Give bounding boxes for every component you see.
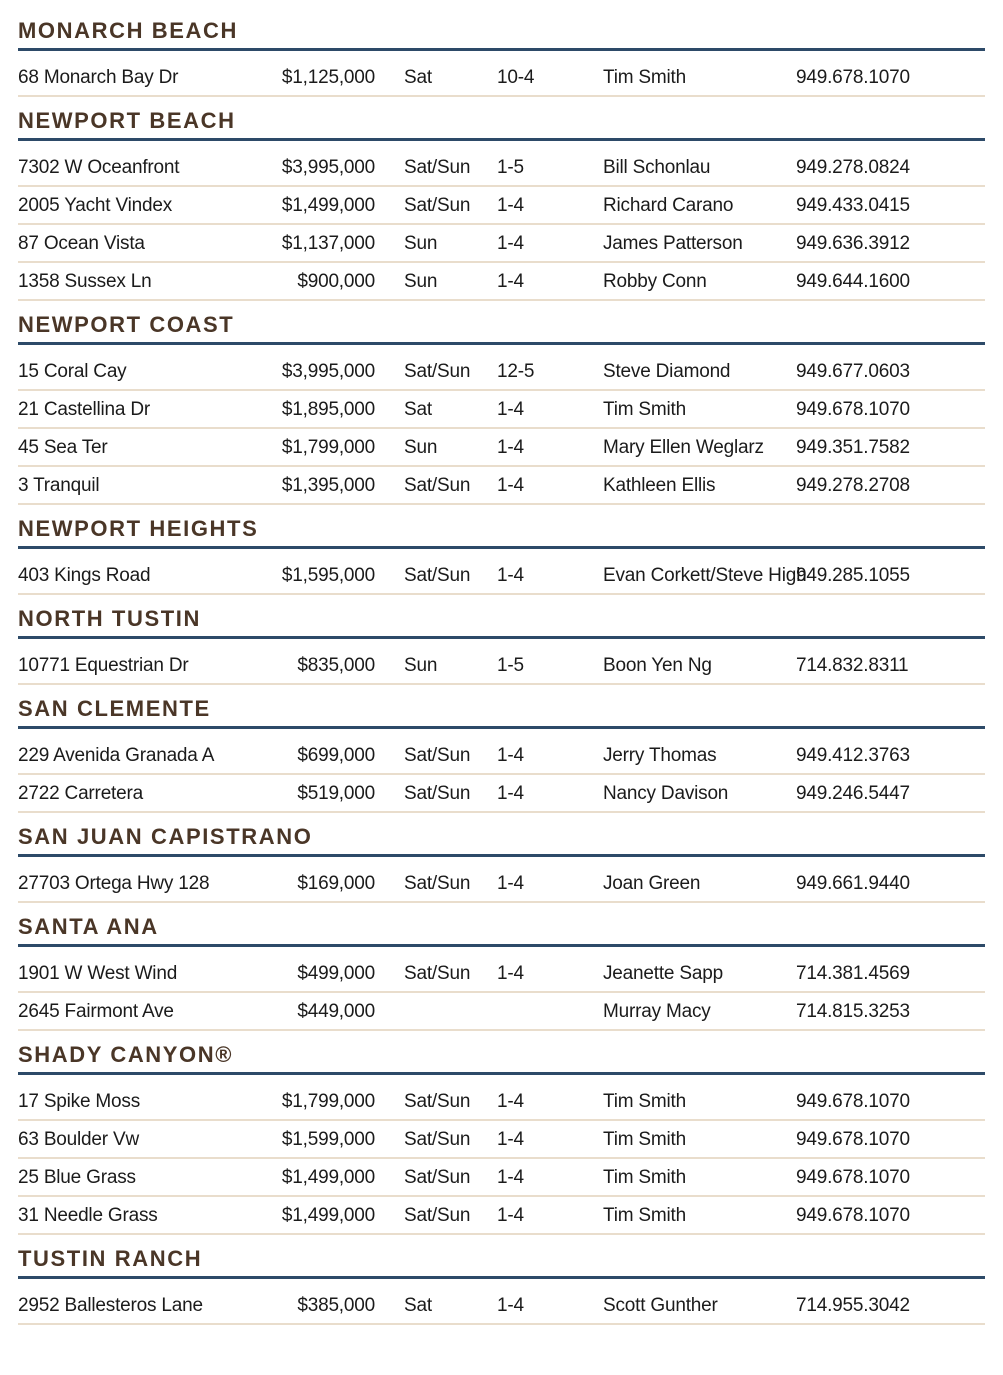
listing-time: 1-5 <box>497 654 524 676</box>
listing-price: $1,395,000 <box>281 474 375 496</box>
listing-price: $1,499,000 <box>281 1166 375 1188</box>
city-section-title: MONARCH BEACH <box>18 20 985 51</box>
listing-phone: 949.412.3763 <box>796 744 910 766</box>
listing-time: 1-4 <box>497 962 524 984</box>
listing-agent: Jeanette Sapp <box>603 962 723 984</box>
listing-agent: Tim Smith <box>603 1166 686 1188</box>
listing-price: $3,995,000 <box>281 360 375 382</box>
listing-price: $1,799,000 <box>281 436 375 458</box>
listing-row <box>18 865 985 903</box>
city-section <box>18 1248 985 1325</box>
listing-address: 7302 W Oceanfront <box>18 156 180 178</box>
listing-day: Sat/Sun <box>404 1128 471 1150</box>
listing-time: 12-5 <box>497 360 535 382</box>
listing-row <box>18 775 985 813</box>
listing-rows <box>18 737 985 813</box>
listing-day: Sun <box>404 436 438 458</box>
listing-price: $519,000 <box>297 782 375 804</box>
listing-rows <box>18 353 985 505</box>
city-section-title: SANTA ANA <box>18 916 985 947</box>
listing-phone: 949.678.1070 <box>796 1204 910 1226</box>
listing-phone: 949.246.5447 <box>796 782 910 804</box>
listing-address: 27703 Ortega Hwy 128 <box>18 872 210 894</box>
city-section-title: TUSTIN RANCH <box>18 1248 985 1279</box>
listing-day: Sat/Sun <box>404 962 471 984</box>
listing-row <box>18 737 985 775</box>
listing-agent: Tim Smith <box>603 398 686 420</box>
listing-time: 1-4 <box>497 564 524 586</box>
listing-time: 1-4 <box>497 398 524 420</box>
listing-rows <box>18 647 985 685</box>
listing-phone: 949.278.0824 <box>796 156 910 178</box>
listing-row <box>18 955 985 993</box>
listing-time: 1-4 <box>497 1166 524 1188</box>
listing-time: 1-4 <box>497 782 524 804</box>
listing-phone: 949.644.1600 <box>796 270 910 292</box>
city-section-title: NEWPORT HEIGHTS <box>18 518 985 549</box>
listing-price: $1,499,000 <box>281 1204 375 1226</box>
listing-agent: Bill Schonlau <box>603 156 711 178</box>
listing-agent: Tim Smith <box>603 1090 686 1112</box>
city-section <box>18 518 985 595</box>
listing-address: 2645 Fairmont Ave <box>18 1000 174 1022</box>
listing-phone: 949.285.1055 <box>796 564 910 586</box>
listing-time: 1-4 <box>497 744 524 766</box>
listing-day: Sat/Sun <box>404 360 471 382</box>
city-section <box>18 826 985 903</box>
listing-address: 68 Monarch Bay Dr <box>18 66 179 88</box>
listing-agent: Richard Carano <box>603 194 734 216</box>
listing-time: 1-4 <box>497 232 524 254</box>
listing-address: 31 Needle Grass <box>18 1204 158 1226</box>
listing-address: 45 Sea Ter <box>18 436 108 458</box>
listing-row <box>18 187 985 225</box>
listing-day: Sat/Sun <box>404 564 471 586</box>
listing-price: $1,595,000 <box>281 564 375 586</box>
city-section-title: NORTH TUSTIN <box>18 608 985 639</box>
city-section <box>18 314 985 505</box>
listing-agent: Tim Smith <box>603 66 686 88</box>
listing-price: $169,000 <box>297 872 375 894</box>
listing-rows <box>18 149 985 301</box>
listing-price: $385,000 <box>297 1294 375 1316</box>
listing-row <box>18 1197 985 1235</box>
listing-day: Sat/Sun <box>404 744 471 766</box>
listing-row <box>18 429 985 467</box>
listing-phone: 949.678.1070 <box>796 1166 910 1188</box>
listing-address: 2722 Carretera <box>18 782 143 804</box>
city-section <box>18 608 985 685</box>
listing-day: Sat/Sun <box>404 194 471 216</box>
listing-phone: 949.351.7582 <box>796 436 910 458</box>
city-section-title: SAN CLEMENTE <box>18 698 985 729</box>
listing-time: 1-4 <box>497 270 524 292</box>
listing-day: Sat <box>404 398 432 420</box>
listing-agent: Nancy Davison <box>603 782 729 804</box>
listing-phone: 949.433.0415 <box>796 194 910 216</box>
listing-row <box>18 557 985 595</box>
listing-address: 1358 Sussex Ln <box>18 270 152 292</box>
listing-price: $1,499,000 <box>281 194 375 216</box>
listing-phone: 949.678.1070 <box>796 66 910 88</box>
listing-day: Sun <box>404 270 438 292</box>
listing-row <box>18 391 985 429</box>
listing-time: 1-4 <box>497 1204 524 1226</box>
listing-time: 1-4 <box>497 1294 524 1316</box>
listing-row <box>18 993 985 1031</box>
listing-agent: Jerry Thomas <box>603 744 717 766</box>
listing-rows <box>18 1083 985 1235</box>
listing-address: 17 Spike Moss <box>18 1090 141 1112</box>
listing-address: 229 Avenida Granada A <box>18 744 215 766</box>
listing-rows <box>18 557 985 595</box>
listing-agent: Tim Smith <box>603 1204 686 1226</box>
listing-row <box>18 1083 985 1121</box>
listing-address: 63 Boulder Vw <box>18 1128 139 1150</box>
listing-day: Sat/Sun <box>404 1090 471 1112</box>
listing-time: 1-4 <box>497 1128 524 1150</box>
listing-price: $449,000 <box>297 1000 375 1022</box>
listing-time: 1-4 <box>497 1090 524 1112</box>
listing-address: 21 Castellina Dr <box>18 398 150 420</box>
listing-agent: Evan Corkett/Steve High <box>603 564 807 586</box>
listing-agent: James Patterson <box>603 232 743 254</box>
listing-row <box>18 1159 985 1197</box>
listing-agent: Mary Ellen Weglarz <box>603 436 764 458</box>
listing-address: 403 Kings Road <box>18 564 151 586</box>
listing-day: Sat/Sun <box>404 872 471 894</box>
listing-price: $900,000 <box>297 270 375 292</box>
listing-phone: 714.381.4569 <box>796 962 910 984</box>
listing-phone: 949.678.1070 <box>796 1128 910 1150</box>
listing-row <box>18 59 985 97</box>
listing-time: 1-4 <box>497 194 524 216</box>
listing-price: $3,995,000 <box>281 156 375 178</box>
listing-address: 3 Tranquil <box>18 474 100 496</box>
city-section-title: NEWPORT COAST <box>18 314 985 345</box>
listing-day: Sat <box>404 66 432 88</box>
city-section <box>18 20 985 97</box>
listing-address: 10771 Equestrian Dr <box>18 654 189 676</box>
listing-phone: 949.677.0603 <box>796 360 910 382</box>
city-section-title: SHADY CANYON® <box>18 1044 985 1075</box>
city-section-title: NEWPORT BEACH <box>18 110 985 141</box>
listing-rows <box>18 955 985 1031</box>
open-house-listing-document <box>18 20 985 1325</box>
listing-price: $1,799,000 <box>281 1090 375 1112</box>
listing-agent: Tim Smith <box>603 1128 686 1150</box>
listing-rows <box>18 865 985 903</box>
listing-address: 1901 W West Wind <box>18 962 178 984</box>
listing-rows <box>18 1287 985 1325</box>
listing-row <box>18 647 985 685</box>
city-section <box>18 1044 985 1235</box>
city-section <box>18 698 985 813</box>
listing-day: Sat <box>404 1294 432 1316</box>
listing-agent: Steve Diamond <box>603 360 731 382</box>
listing-price: $1,137,000 <box>281 232 375 254</box>
listing-agent: Kathleen Ellis <box>603 474 716 496</box>
listing-row <box>18 353 985 391</box>
listing-agent: Boon Yen Ng <box>603 654 712 676</box>
listing-phone: 949.278.2708 <box>796 474 910 496</box>
listing-phone: 714.832.8311 <box>796 654 909 676</box>
listing-row <box>18 225 985 263</box>
listing-phone: 949.678.1070 <box>796 1090 910 1112</box>
listing-price: $499,000 <box>297 962 375 984</box>
listing-day: Sat/Sun <box>404 474 471 496</box>
listing-address: 2005 Yacht Vindex <box>18 194 173 216</box>
listing-agent: Murray Macy <box>603 1000 711 1022</box>
listing-day: Sun <box>404 232 438 254</box>
listing-row <box>18 149 985 187</box>
listing-time: 1-4 <box>497 474 524 496</box>
listing-phone: 714.815.3253 <box>796 1000 910 1022</box>
listing-time: 1-5 <box>497 156 524 178</box>
listing-time: 1-4 <box>497 872 524 894</box>
city-section <box>18 110 985 301</box>
listing-row <box>18 467 985 505</box>
listing-time: 1-4 <box>497 436 524 458</box>
listing-agent: Joan Green <box>603 872 701 894</box>
listing-price: $699,000 <box>297 744 375 766</box>
listing-row <box>18 263 985 301</box>
listing-day: Sat/Sun <box>404 156 471 178</box>
listing-address: 25 Blue Grass <box>18 1166 136 1188</box>
listing-address: 2952 Ballesteros Lane <box>18 1294 203 1316</box>
listing-phone: 949.661.9440 <box>796 872 910 894</box>
city-section <box>18 916 985 1031</box>
listing-day: Sat/Sun <box>404 1166 471 1188</box>
listing-row <box>18 1121 985 1159</box>
listing-phone: 949.636.3912 <box>796 232 910 254</box>
listing-phone: 714.955.3042 <box>796 1294 910 1316</box>
listing-price: $1,895,000 <box>281 398 375 420</box>
listing-time: 10-4 <box>497 66 535 88</box>
listing-day: Sat/Sun <box>404 782 471 804</box>
listing-day: Sat/Sun <box>404 1204 471 1226</box>
listing-agent: Scott Gunther <box>603 1294 718 1316</box>
city-section-title: SAN JUAN CAPISTRANO <box>18 826 985 857</box>
listing-rows <box>18 59 985 97</box>
listing-price: $1,599,000 <box>281 1128 375 1150</box>
listing-price: $1,125,000 <box>281 66 375 88</box>
listing-agent: Robby Conn <box>603 270 707 292</box>
listing-address: 15 Coral Cay <box>18 360 127 382</box>
listing-price: $835,000 <box>297 654 375 676</box>
listing-day: Sun <box>404 654 438 676</box>
listing-phone: 949.678.1070 <box>796 398 910 420</box>
listing-row <box>18 1287 985 1325</box>
listing-address: 87 Ocean Vista <box>18 232 145 254</box>
